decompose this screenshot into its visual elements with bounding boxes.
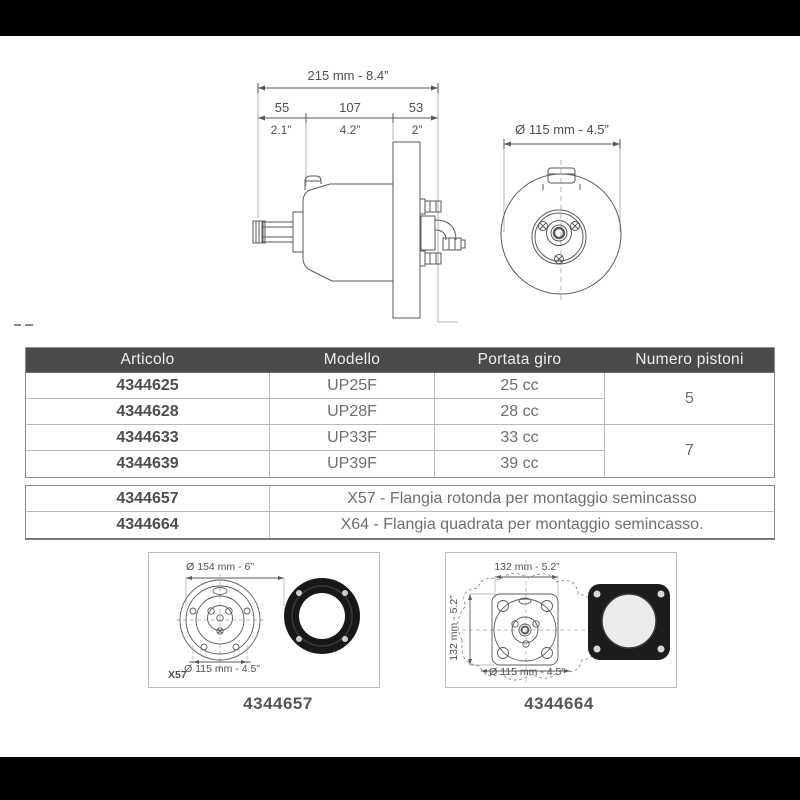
pistons-count-merged: 7	[685, 442, 694, 459]
article-number: 4344657	[26, 486, 270, 512]
dim-round-outer: Ø 154 mm - 6”	[186, 561, 254, 573]
article-number: 4344625	[26, 373, 270, 399]
displacement-value: 33 cc	[435, 425, 605, 451]
model-name: UP25F	[270, 373, 435, 399]
dim-square-inner: Ø 115 mm - 4.5”	[489, 666, 565, 678]
dim-seg3-mm: 53	[408, 100, 424, 115]
square-flange-part-number: 4344664	[524, 694, 594, 713]
dim-seg1-in: 2.1”	[270, 123, 292, 137]
bottom-black-bar	[0, 757, 800, 800]
article-number: 4344664	[26, 512, 270, 538]
article-number: 4344628	[26, 399, 270, 425]
model-name: UP28F	[270, 399, 435, 425]
round-flange-part-number: 4344657	[243, 694, 313, 713]
article-number: 4344639	[26, 451, 270, 477]
dim-seg2-in: 4.2”	[339, 123, 361, 137]
square-corner-holes	[498, 601, 553, 659]
column-header-modello: Modello	[270, 348, 435, 373]
round-flange-code: X57	[168, 669, 187, 681]
dim-square-left: 132 mm - 5.2”	[448, 595, 460, 661]
article-number: 4344633	[26, 425, 270, 451]
displacement-value: 39 cc	[435, 451, 605, 477]
dim-overall-width: 215 mm - 8.4”	[307, 68, 389, 83]
dim-seg3-in: 2”	[411, 123, 423, 137]
displacement-value: 28 cc	[435, 399, 605, 425]
column-header-portata-giro: Portata giro	[435, 348, 605, 373]
dim-seg2-mm: 107	[339, 100, 361, 115]
column-header-articolo: Articolo	[26, 348, 270, 373]
model-name: UP39F	[270, 451, 435, 477]
dim-square-top: 132 mm - 5.2”	[494, 561, 560, 573]
pistons-count-merged: 5	[605, 373, 774, 425]
flange-description: X57 - Flangia rotonda per montaggio semincasso	[270, 486, 774, 512]
square-flange-outline	[492, 594, 558, 665]
square-flange-photo	[588, 584, 670, 660]
model-name: UP33F	[270, 425, 435, 451]
flange-description: X64 - Flangia quadrata per montaggio semincasso.	[340, 516, 704, 533]
dim-round-inner: Ø 115 mm - 4.5”	[184, 663, 260, 675]
column-header-numero-pistoni: Numero pistoni	[605, 348, 774, 373]
dim-front-diameter: Ø 115 mm - 4.5”	[515, 122, 609, 137]
dim-seg1-mm: 55	[274, 100, 290, 115]
displacement-value: 25 cc	[435, 373, 605, 399]
